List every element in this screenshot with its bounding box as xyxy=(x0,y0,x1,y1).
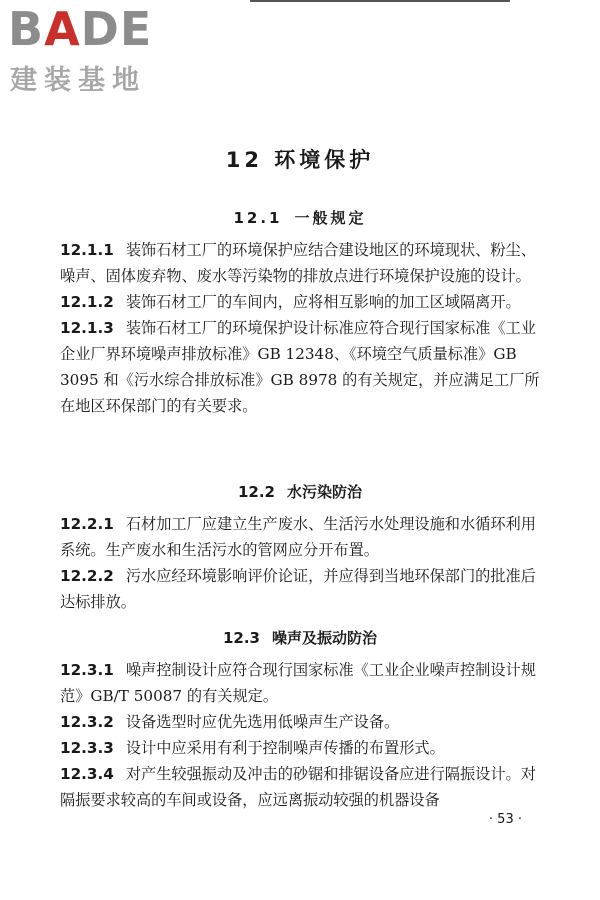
clause-text: 设计中应采用有利于控制噪声传播的布置形式。 xyxy=(125,739,445,757)
page-number: · 53 · xyxy=(488,812,522,827)
section-heading-12-2 xyxy=(0,481,600,502)
clause-text: 污水应经环境影响评价论证，并应得到当地环保部门的批准后达标排放。 xyxy=(60,567,536,611)
section-body-12-3 xyxy=(60,657,542,813)
clause-12-3-3 xyxy=(60,735,542,761)
section-title: 一般规定 xyxy=(294,209,367,227)
clause-12-2-1 xyxy=(60,511,542,563)
clause-number: 12.3.1 xyxy=(60,661,114,679)
clause-text: 噪声控制设计应符合现行国家标准《工业企业噪声控制设计规范》GB/T 50087 的有关规定。 xyxy=(60,661,536,705)
clause-number: 12.1.2 xyxy=(60,293,114,311)
clause-text: 设备选型时应优先选用低噪声生产设备。 xyxy=(125,713,400,731)
section-title: 水污染防治 xyxy=(287,483,363,501)
clause-12-1-2 xyxy=(60,289,542,315)
clause-12-3-2 xyxy=(60,709,542,735)
section-body-12-2 xyxy=(60,511,542,615)
clause-text: 对产生较强振动及冲击的砂锯和排锯设备应进行隔振设计。对隔振要求较高的车间或设备，应远离振动较强的机器设备 xyxy=(60,765,536,809)
clause-number: 12.1.3 xyxy=(60,319,114,337)
watermark-chinese-text: 建装基地 xyxy=(10,65,146,96)
clause-12-2-2 xyxy=(60,563,542,615)
watermark-latin-text: BADE xyxy=(8,2,153,56)
bade-watermark-logo xyxy=(8,2,153,97)
clause-number: 12.1.1 xyxy=(60,241,114,259)
scan-top-edge-line xyxy=(250,0,510,2)
section-number: 12.2 xyxy=(237,483,275,501)
chapter-title: 12 环境保护 xyxy=(225,148,375,172)
clause-number: 12.2.1 xyxy=(60,515,114,533)
section-heading-12-1 xyxy=(0,207,600,228)
section-title: 噪声及振动防治 xyxy=(272,629,378,647)
clause-number: 12.2.2 xyxy=(60,567,114,585)
section-number: 12.1 xyxy=(233,209,283,227)
clause-text: 装饰石材工厂的车间内，应将相互影响的加工区域隔离开。 xyxy=(125,293,521,311)
clause-12-1-1 xyxy=(60,237,542,289)
clause-text: 装饰石材工厂的环境保护应结合建设地区的环境现状、粉尘、噪声、固体废弃物、废水等污染物的排放点进行环境保护设施的设计。 xyxy=(60,241,536,285)
clause-number: 12.3.4 xyxy=(60,765,114,783)
section-heading-12-3 xyxy=(0,627,600,648)
section-body-12-1 xyxy=(60,237,542,419)
clause-12-3-4 xyxy=(60,761,542,813)
clause-text: 装饰石材工厂的环境保护设计标准应符合现行国家标准《工业企业厂界环境噪声排放标准》GB 12348、《环境空气质量标准》GB 3095 和《污水综合排放标准》GB 8978 的有关规定，并应满足工厂所在地区环保部门的有关要求。 xyxy=(60,319,540,415)
clause-12-3-1 xyxy=(60,657,542,709)
clause-12-1-3 xyxy=(60,315,542,419)
clause-number: 12.3.2 xyxy=(60,713,114,731)
section-number: 12.3 xyxy=(222,629,260,647)
clause-number: 12.3.3 xyxy=(60,739,114,757)
clause-text: 石材加工厂应建立生产废水、生活污水处理设施和水循环利用系统。生产废水和生活污水的管网应分开布置。 xyxy=(60,515,536,559)
